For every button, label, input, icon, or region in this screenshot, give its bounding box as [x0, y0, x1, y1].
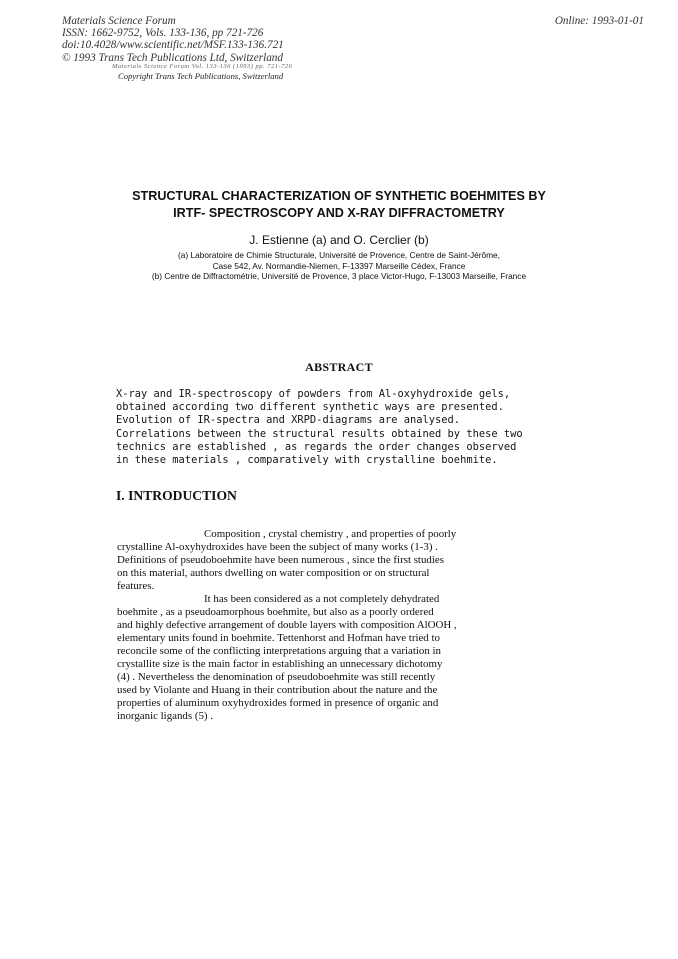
- abstract-heading: ABSTRACT: [305, 360, 373, 374]
- issn-line: ISSN: 1662-9752, Vols. 133-136, pp 721-726: [62, 27, 264, 40]
- body-line: features.: [117, 580, 155, 592]
- online-date: Online: 1993-01-01: [554, 15, 644, 27]
- body-line: and highly defective arrangement of double layers with composition AlOOH ,: [117, 619, 457, 631]
- body-line: inorganic ligands (5) .: [117, 710, 213, 722]
- body-line: Definitions of pseudoboehmite have been numerous , since the first studies: [117, 554, 444, 566]
- body-line: reconcile some of the conflicting interpretations arguing that a variation in: [117, 645, 441, 657]
- abstract-text: [116, 388, 523, 467]
- body-line: elementary units found in boehmite. Tettenhorst and Hofman have tried to: [117, 632, 440, 644]
- body-line: boehmite , as a pseudoamorphous boehmite, but also as a poorly ordered: [117, 606, 434, 618]
- publisher-line: © 1993 Trans Tech Publications Ltd, Switzerland: [62, 51, 283, 64]
- doi-line[interactable]: doi:10.4028/www.scientific.net/MSF.133-136.721: [62, 39, 284, 52]
- introduction-text: [117, 528, 457, 723]
- abstract-line: X-ray and IR-spectroscopy of powders from Al-oxyhydroxide gels,: [116, 388, 511, 400]
- body-line: used by Violante and Huang in their contribution about the nature and the: [117, 684, 438, 696]
- body-line: It has been considered as a not completely dehydrated: [204, 593, 440, 605]
- affiliation-line: Case 542, Av. Normandie-Niemen, F-13397 Marseille Cédex, France: [212, 260, 466, 271]
- abstract-line: in these materials , comparatively with crystalline boehmite.: [116, 454, 498, 467]
- original-copyright: Copyright Trans Tech Publications, Switzerland: [118, 71, 284, 81]
- title-line: STRUCTURAL CHARACTERIZATION OF SYNTHETIC BOEHMITES BY: [132, 189, 546, 203]
- journal-name: Materials Science Forum: [62, 15, 176, 27]
- affiliation-line: (b) Centre de Diffractométrie, Université de Provence, 3 place Victor-Hugo, F-13003 Marseille, France: [151, 271, 527, 282]
- abstract-line: Evolution of IR-spectra and XRPD-diagrams are analysed.: [116, 414, 461, 427]
- abstract-line: obtained according two different synthetic ways are presented.: [116, 401, 504, 414]
- title-line: IRTF- SPECTROSCOPY AND X-RAY DIFFRACTOMETRY: [173, 206, 505, 220]
- body-line: crystallite size is the main factor in establishing an unnecessary dichotomy: [117, 658, 443, 670]
- citation-header: [62, 15, 284, 64]
- body-line: on this material, authors dwelling on water composition or on structural: [117, 567, 430, 579]
- abstract-line: Correlations between the structural results obtained by these two: [116, 427, 523, 440]
- affiliation-line: (a) Laboratoire de Chimie Structurale, Université de Provence, Centre de Saint-Jérôme,: [178, 250, 500, 260]
- body-line: (4) . Nevertheless the denomination of pseudoboehmite was still recently: [117, 671, 436, 683]
- original-header-line: Materials Science Forum Vol. 133-136 (1993) pp. 721-726: [112, 63, 293, 70]
- affiliations: [0, 250, 678, 282]
- body-line: crystalline Al-oxyhydroxides have been the subject of many works (1-3) .: [117, 541, 438, 553]
- abstract-line: technics are established , as regards the order changes observed: [116, 440, 517, 453]
- paper-title: [0, 188, 678, 222]
- body-line: properties of aluminum oxyhydroxides formed in presence of organic and: [117, 697, 439, 709]
- body-line: Composition , crystal chemistry , and properties of poorly: [204, 528, 457, 540]
- section-heading: I. INTRODUCTION: [116, 488, 237, 503]
- authors: J. Estienne (a) and O. Cerclier (b): [249, 233, 429, 247]
